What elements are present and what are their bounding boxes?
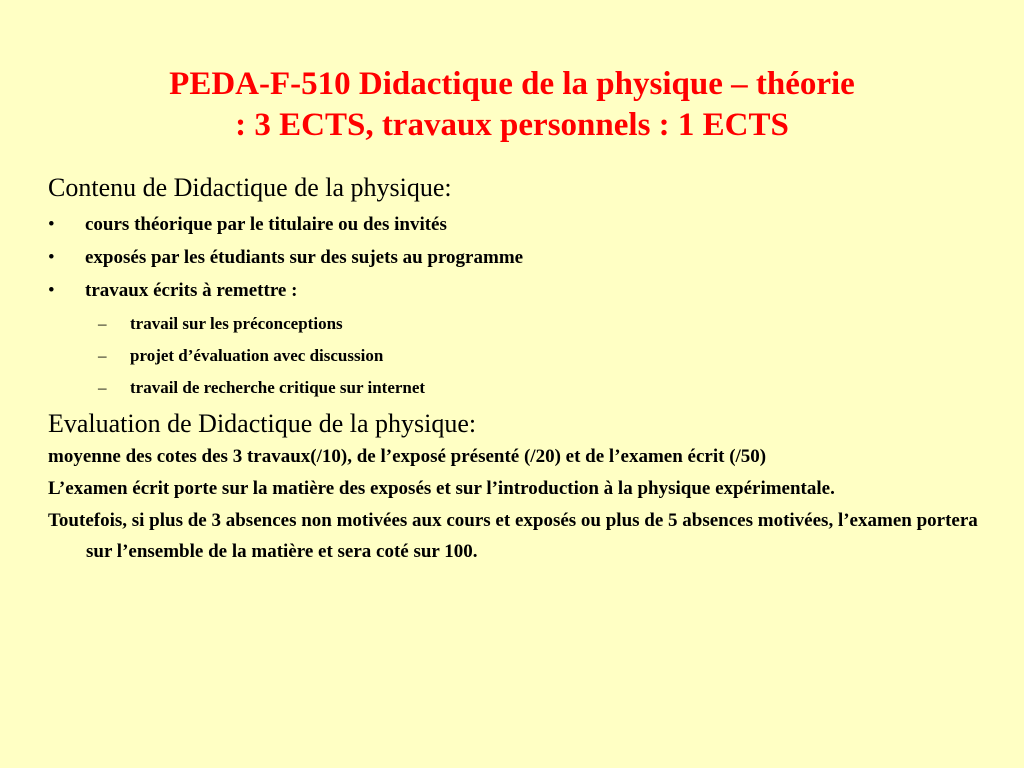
- slide-content: [48, 172, 988, 567]
- sub-bullet-list: [48, 313, 988, 399]
- sub-bullet-text: projet d’évaluation avec discussion: [130, 346, 384, 365]
- bullet-mark: •: [48, 214, 55, 235]
- sub-bullet-item: [48, 345, 988, 367]
- bullet-list: [48, 213, 988, 303]
- slide-title-line-1: PEDA-F-510 Didactique de la physique – théorie: [169, 66, 855, 102]
- section-heading-contenu: Contenu de Didactique de la physique:: [48, 173, 452, 202]
- sub-bullet-text: travail de recherche critique sur internet: [130, 378, 426, 397]
- evaluation-paragraph: L’examen écrit porte sur la matière des exposés et sur l’introduction à la physique expérimentale.: [48, 478, 835, 499]
- section-heading-evaluation: Evaluation de Didactique de la physique:: [48, 409, 477, 438]
- bullet-mark: •: [48, 280, 55, 301]
- bullet-text: cours théorique par le titulaire ou des invités: [85, 214, 447, 235]
- slide-title-line-2: : 3 ECTS, travaux personnels : 1 ECTS: [235, 107, 789, 143]
- dash-mark: –: [98, 314, 107, 333]
- slide-title: [60, 64, 964, 146]
- bullet-text: exposés par les étudiants sur des sujets au programme: [85, 247, 524, 268]
- bullet-text: travaux écrits à remettre :: [85, 280, 298, 301]
- sub-bullet-item: [48, 377, 988, 399]
- sub-bullet-item: [48, 313, 988, 335]
- bullet-mark: •: [48, 247, 55, 268]
- bullet-item: [48, 213, 988, 237]
- dash-mark: –: [98, 346, 107, 365]
- sub-bullet-text: travail sur les préconceptions: [130, 314, 343, 333]
- bullet-item: [48, 246, 988, 270]
- bullet-item: [48, 279, 988, 303]
- evaluation-paragraph: Toutefois, si plus de 3 absences non motivées aux cours et exposés ou plus de 5 absences motivées, l’examen portera sur l’ensemble de la matière et sera coté sur 100.: [48, 510, 978, 562]
- evaluation-paragraph: moyenne des cotes des 3 travaux(/10), de l’exposé présenté (/20) et de l’examen écrit (/50): [48, 446, 767, 467]
- dash-mark: –: [98, 378, 107, 397]
